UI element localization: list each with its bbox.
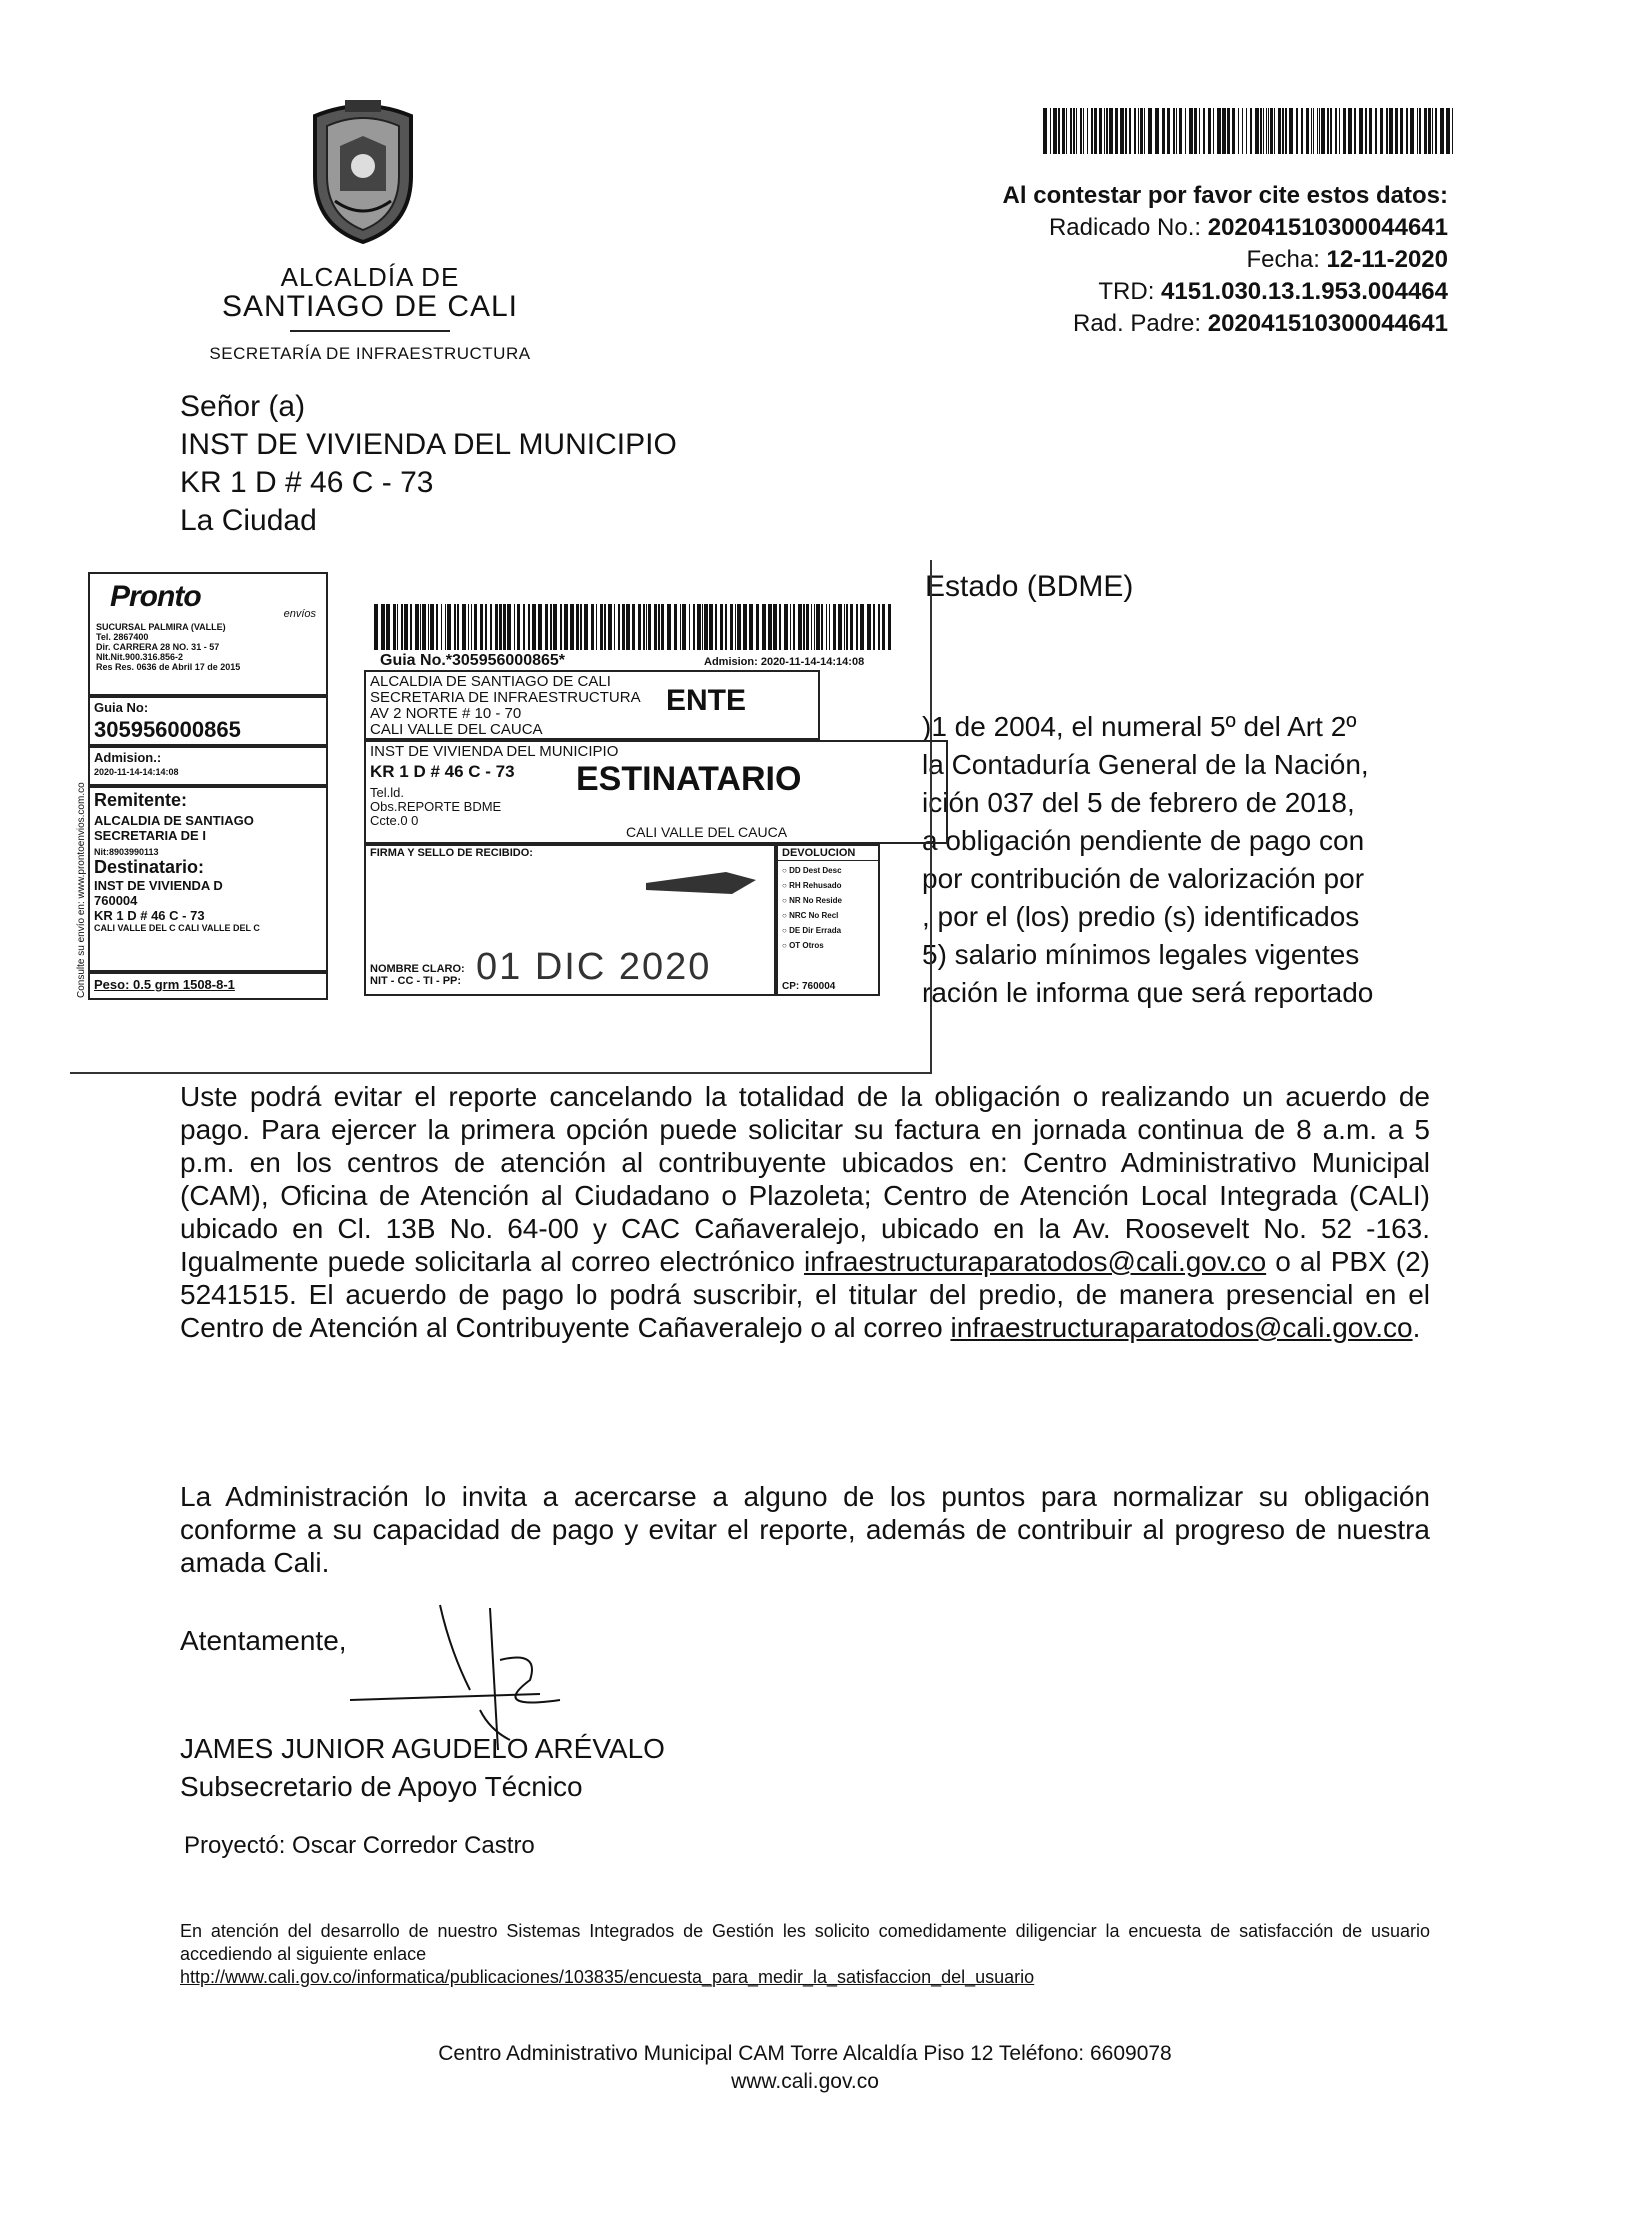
footer-address: Centro Administrativo Municipal CAM Torre Alcaldía Piso 12 Teléfono: 6609078 bbox=[438, 2042, 1172, 2065]
org-name-line1: ALCALDÍA DE bbox=[280, 262, 460, 292]
guia-label: Guia No: bbox=[94, 700, 149, 715]
coat-of-arms-logo bbox=[305, 96, 421, 244]
radicado-value: 202041510300044641 bbox=[1207, 214, 1448, 241]
devolucion-label: DEVOLUCION bbox=[778, 846, 878, 861]
nit-label: NIT - CC - TI - PP: bbox=[370, 975, 462, 987]
body-paragraph-2: La Administración lo invita a acercarse a alguno de los puntos para normalizar su obligación conforme a su capacidad de pago y evitar el reporte, además de contribuir al progreso de nuestra amada Cali. bbox=[180, 1481, 1430, 1578]
remitente-stamp: ENTE bbox=[666, 684, 747, 717]
dest-line: Ccte.0 0 bbox=[370, 813, 419, 828]
nombre-label: NOMBRE CLARO: bbox=[370, 963, 465, 975]
remitente-line: ALCALDIA DE SANTIAGO bbox=[94, 813, 254, 828]
survey-note: En atención del desarrollo de nuestro Sistemas Integrados de Gestión les solicito comedidamente diligenciar la encuesta de satisfacción de usuario accediendo al siguiente enlace bbox=[180, 1921, 1430, 1964]
peso-value: Peso: 0.5 grm 1508-8-1 bbox=[94, 977, 235, 992]
sender-block bbox=[364, 670, 820, 740]
courier-logo-sub: envíos bbox=[283, 608, 316, 620]
footer-address-block bbox=[180, 2040, 1430, 2096]
admision-box bbox=[88, 746, 328, 786]
sender-line: AV 2 NORTE # 10 - 70 bbox=[370, 705, 522, 722]
remitente-nit: Nit:8903990113 bbox=[94, 847, 159, 857]
branch-line: SUCURSAL PALMIRA (VALLE) bbox=[96, 622, 226, 632]
prepared-by: Proyectó: Oscar Corredor Castro bbox=[184, 1832, 535, 1859]
trd-row: TRD: 4151.030.13.1.953.004464 bbox=[1098, 278, 1448, 305]
partial-line: ración le informa que será reportado bbox=[922, 977, 1374, 1008]
salutation: Señor (a) bbox=[180, 390, 306, 423]
survey-link[interactable]: http://www.cali.gov.co/informatica/publicaciones/103835/encuesta_para_medir_la_satisfaccion_del_usuario bbox=[180, 1967, 1035, 1987]
branch-line: Dir. CARRERA 28 NO. 31 - 57 bbox=[96, 642, 220, 652]
date-stamp: 01 DIC 2020 bbox=[476, 946, 712, 988]
destinatario-line: KR 1 D # 46 C - 73 bbox=[94, 908, 205, 923]
closing: Atentamente, bbox=[180, 1625, 347, 1656]
devolucion-option: ○ OT Otros bbox=[782, 941, 824, 950]
recipient-name: INST DE VIVIENDA DEL MUNICIPIO bbox=[180, 428, 677, 461]
bdme-text: Estado (BDME) bbox=[925, 570, 1134, 603]
rad-padre-row: Rad. Padre: 202041510300044641 bbox=[1072, 310, 1448, 337]
barcode-icon bbox=[1043, 108, 1453, 154]
footer-note bbox=[180, 1920, 1430, 1989]
citation-heading: Al contestar por favor cite estos datos: bbox=[1002, 182, 1448, 209]
partial-line: 5) salario mínimos legales vigentes bbox=[922, 939, 1360, 970]
vertical-tracking-text: Consulte su envío en: www.prontoenvios.com.co bbox=[76, 782, 87, 998]
devolucion-option: ○ DD Dest Desc bbox=[782, 866, 842, 875]
destinatario-label: Destinatario: bbox=[94, 857, 205, 877]
branch-line: Tel. 2867400 bbox=[96, 632, 149, 642]
email-link[interactable]: infraestructuraparatodos@cali.gov.co bbox=[804, 1246, 1267, 1277]
remitente-label: Remitente: bbox=[94, 790, 188, 810]
partial-line: ición 037 del 5 de febrero de 2018, bbox=[922, 787, 1355, 818]
guia-number: 305956000865 bbox=[94, 717, 241, 742]
slip-admision-header: Admision: 2020-11-14-14:14:08 bbox=[704, 656, 865, 668]
destinatario-stamp: ESTINATARIO bbox=[576, 760, 802, 798]
sender-line: CALI VALLE DEL CAUCA bbox=[370, 721, 543, 738]
firma-label: FIRMA Y SELLO DE RECIBIDO: bbox=[370, 847, 533, 859]
recipient-street: KR 1 D # 46 C - 73 bbox=[180, 466, 434, 499]
remitente-line: SECRETARIA DE I bbox=[94, 828, 206, 843]
citation-block bbox=[1003, 180, 1448, 340]
slip-barcode-icon bbox=[374, 604, 894, 650]
shipping-slip bbox=[76, 568, 914, 1033]
stamp-mark-icon bbox=[646, 866, 756, 900]
destinatario-line: 760004 bbox=[94, 893, 138, 908]
signature-receipt-box bbox=[364, 844, 776, 996]
devolucion-option: ○ NRC No Recl bbox=[782, 911, 839, 920]
fecha-value: 12-11-2020 bbox=[1326, 246, 1448, 273]
rad-padre-value: 202041510300044641 bbox=[1207, 310, 1448, 337]
sender-line: SECRETARIA DE INFRAESTRUCTURA bbox=[370, 689, 641, 706]
sender-line: ALCALDIA DE SANTIAGO DE CALI bbox=[370, 673, 611, 690]
org-divider bbox=[290, 330, 450, 332]
dest-line: INST DE VIVIENDA DEL MUNICIPIO bbox=[370, 743, 619, 760]
cp-value: CP: 760004 bbox=[782, 981, 836, 992]
dest-line: KR 1 D # 46 C - 73 bbox=[370, 762, 515, 781]
email-link[interactable]: infraestructuraparatodos@cali.gov.co bbox=[950, 1312, 1413, 1343]
partial-line: por contribución de valorización por bbox=[922, 863, 1365, 894]
slip-guia-header: Guia No.*305956000865* bbox=[380, 652, 566, 669]
guia-box bbox=[88, 696, 328, 746]
courier-branch-box bbox=[88, 572, 328, 696]
recipient-address bbox=[180, 388, 677, 540]
dest-line: Tel.ld. bbox=[370, 785, 404, 800]
signer-name: JAMES JUNIOR AGUDELO ARÉVALO bbox=[180, 1733, 665, 1764]
partial-line: la Contaduría General de la Nación, bbox=[922, 749, 1369, 780]
body-paragraph-1: Uste podrá evitar el reporte cancelando la totalidad de la obligación o realizando un acuerdo de pago. Para ejercer la primera opción puede solicitar su factura en jornada continua de 8 a.m. a 5 p.m. en los centros de atención al contribuyente ubicados en: Centro Administrativo Municipal (CAM), Oficina de Atención al Ciudadano o Plazoleta; Centro de Atención Local Integrada (CALI) ubicado en Cl. 13B No. 64-00 y CAC Cañaveralejo, ubicado en la Av. Roosevelt No. 52 -163. Igualmente puede solicitarla al correo electrónico infraestructuraparatodos@cali.gov.co o al PBX (2) 5241515. El acuerdo de pago lo podrá suscribir, el titular del predio, de manera presencial en el Centro de Atención al Contribuyente Cañaveralejo o al correo infraestructuraparatodos@cali.gov.co. bbox=[180, 1081, 1430, 1343]
recipient-city: La Ciudad bbox=[180, 504, 317, 537]
devolucion-option: ○ RH Rehusado bbox=[782, 881, 842, 890]
footer-website[interactable]: www.cali.gov.co bbox=[731, 2070, 879, 2093]
radicado-row: Radicado No.: 202041510300044641 bbox=[1048, 214, 1448, 241]
peso-box bbox=[88, 972, 328, 1000]
devolucion-box bbox=[776, 844, 880, 996]
dest-city: CALI VALLE DEL CAUCA bbox=[626, 824, 788, 840]
org-department: SECRETARÍA DE INFRAESTRUCTURA bbox=[209, 344, 531, 363]
branch-line: Res Res. 0636 de Abril 17 de 2015 bbox=[96, 662, 241, 672]
destination-block bbox=[364, 740, 948, 844]
destinatario-line: CALI VALLE DEL C CALI VALLE DEL C bbox=[94, 923, 260, 933]
org-name-line2: SANTIAGO DE CALI bbox=[221, 290, 519, 323]
dest-line: Obs.REPORTE BDME bbox=[370, 799, 502, 814]
admision-label: Admision.: bbox=[94, 750, 162, 765]
partial-line: )1 de 2004, el numeral 5º del Art 2º bbox=[922, 711, 1357, 742]
fecha-row: Fecha: 12-11-2020 bbox=[1246, 246, 1448, 273]
devolucion-option: ○ NR No Reside bbox=[782, 896, 842, 905]
remitente-destinatario-box bbox=[88, 786, 328, 972]
trd-value: 4151.030.13.1.953.004464 bbox=[1161, 278, 1448, 305]
branch-line: NIt.Nit.900.316.856-2 bbox=[96, 652, 184, 662]
admision-value: 2020-11-14-14:14:08 bbox=[94, 767, 179, 777]
partial-line: , por el (los) predio (s) identificados bbox=[922, 901, 1360, 932]
partial-line: a obligación pendiente de pago con bbox=[922, 825, 1365, 856]
signer-title: Subsecretario de Apoyo Técnico bbox=[180, 1771, 583, 1802]
destinatario-line: INST DE VIVIENDA D bbox=[94, 878, 223, 893]
devolucion-option: ○ DE Dir Errada bbox=[782, 926, 842, 935]
courier-logo: Pronto bbox=[110, 580, 201, 613]
